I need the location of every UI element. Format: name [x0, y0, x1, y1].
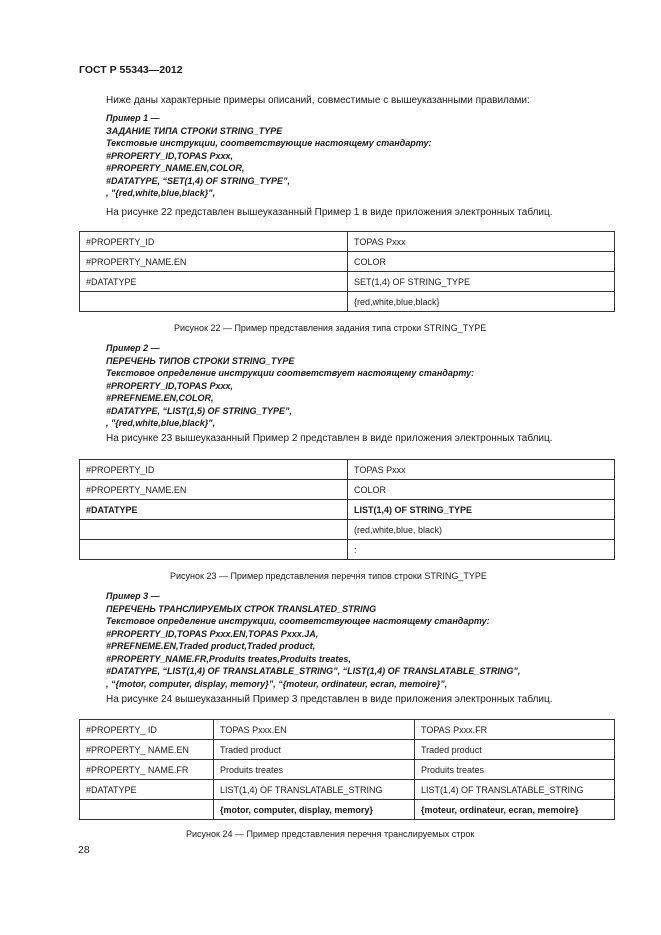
table-cell: #PROPERTY_ID: [80, 232, 348, 252]
example-2-code: [106, 342, 474, 430]
table-row: [80, 780, 615, 800]
table-cell: COLOR: [348, 252, 615, 272]
table-row: [80, 252, 615, 272]
document-header: ГОСТ Р 55343—2012: [79, 64, 183, 76]
example-1-after-text: На рисунке 22 представлен вышеуказанный Пример 1 в виде приложения электронных таблиц.: [106, 207, 553, 218]
table-cell: {motor, computer, display, memory}: [214, 800, 415, 820]
table-row: [80, 292, 615, 312]
example-line: #PREFNEME.EN,COLOR,: [106, 393, 214, 403]
table-cell: [80, 292, 348, 312]
table-cell: TOPAS Pxxx.FR: [415, 720, 615, 740]
table-cell: Produits treates: [214, 760, 415, 780]
figure-23-caption: Рисунок 23 — Пример представления перечня типов строки STRING_TYPE: [170, 571, 487, 581]
example-line: , "{red,white,blue,black}",: [106, 188, 216, 198]
table-cell: :: [348, 540, 615, 560]
example-line: Пример 2 —: [106, 343, 160, 353]
figure-22-table: [79, 231, 615, 312]
example-line: #DATATYPE, “LIST(1,5) OF STRING_TYPE”,: [106, 405, 293, 416]
table-cell: #PROPERTY_ID: [80, 460, 348, 480]
table-cell: #PROPERTY_ NAME.FR: [80, 760, 214, 780]
table-row: [80, 500, 615, 520]
example-line: #PROPERTY_ID,TOPAS Pxxx,: [106, 380, 234, 391]
example-1-code: [106, 112, 432, 200]
table-cell: #DATATYPE: [80, 780, 214, 800]
example-line: #PROPERTY_NAME.EN,COLOR,: [106, 163, 245, 173]
table-cell: Traded product: [214, 740, 415, 760]
table-row: [80, 520, 615, 540]
table-cell: #DATATYPE: [80, 500, 348, 520]
example-3-code: [106, 590, 520, 690]
table-cell: LIST(1,4) OF TRANSLATABLE_STRING: [415, 780, 615, 800]
table-row: [80, 232, 615, 252]
example-line: Текстовое определение инструкции, соответствующее настоящему стандарту:: [106, 616, 490, 626]
table-row: [80, 460, 615, 480]
example-line: Пример 1 —: [106, 113, 160, 123]
example-line: #DATATYPE, “SET(1,4) OF STRING_TYPE”,: [106, 175, 291, 186]
table-cell: [80, 520, 348, 540]
table-cell: {red,white,blue,black}: [348, 292, 615, 312]
table-row: [80, 720, 615, 740]
table-row: [80, 800, 615, 820]
example-line: #PROPERTY_ID,TOPAS Pxxx,: [106, 150, 234, 161]
table-cell: LIST(1,4) OF TRANSLATABLE_STRING: [214, 780, 415, 800]
example-line: ПЕРЕЧЕНЬ ТИПОВ СТРОКИ STRING_TYPE: [106, 355, 295, 366]
table-cell: #PROPERTY_NAME.EN: [80, 252, 348, 272]
table-cell: {moteur, ordinateur, ecran, memoire}: [415, 800, 615, 820]
example-line: #DATATYPE, “LIST(1,4) OF TRANSLATABLE_STRING”, “LIST(1,4) OF TRANSLATABLE_STRING”,: [106, 666, 521, 676]
example-line: ПЕРЕЧЕНЬ ТРАНСЛИРУЕМЫХ СТРОК TRANSLATED_STRING: [106, 603, 377, 614]
table-cell: #PROPERTY_ NAME.EN: [80, 740, 214, 760]
example-line: Текстовое определение инструкции соответствует настоящему стандарту:: [106, 368, 475, 378]
intro-paragraph: Ниже даны характерные примеры описаний, совместимые с вышеуказанными правилами:: [106, 95, 530, 106]
example-2-after-text: На рисунке 23 вышеуказанный Пример 2 представлен в виде приложения электронных таблиц.: [106, 433, 553, 444]
table-row: [80, 540, 615, 560]
figure-23-table: [79, 459, 615, 560]
figure-24-caption: Рисунок 24 — Пример представления перечня транслируемых строк: [186, 829, 475, 839]
example-line: , “{motor, computer, display, memory}”, “{moteur, ordinateur, ecran, memoire}”,: [106, 678, 448, 689]
table-cell: Produits treates: [415, 760, 615, 780]
table-cell: SET(1,4) OF STRING_TYPE: [348, 272, 615, 292]
example-line: #PREFNEME.EN,Traded product,Traded product,: [106, 641, 316, 651]
table-row: [80, 272, 615, 292]
table-row: [80, 760, 615, 780]
example-line: Текстовые инструкции, соответствующие настоящему стандарту:: [106, 138, 432, 148]
page-number: 28: [78, 844, 90, 856]
table-cell: TOPAS Pxxx: [348, 460, 615, 480]
table-cell: (red,white,blue, black): [348, 520, 615, 540]
table-cell: LIST(1,4) OF STRING_TYPE: [348, 500, 615, 520]
example-line: #PROPERTY_NAME.FR,Produits treates,Produits treates,: [106, 653, 351, 664]
table-row: [80, 740, 615, 760]
figure-22-caption: Рисунок 22 — Пример представления задания типа строки STRING_TYPE: [174, 323, 487, 333]
example-line: Пример 3 —: [106, 591, 160, 601]
table-cell: TOPAS Pxxx.EN: [214, 720, 415, 740]
table-cell: [80, 800, 214, 820]
example-line: ЗАДАНИЕ ТИПА СТРОКИ STRING_TYPE: [106, 125, 283, 136]
table-cell: #PROPERTY_ ID: [80, 720, 214, 740]
table-cell: #DATATYPE: [80, 272, 348, 292]
table-cell: TOPAS Pxxx: [348, 232, 615, 252]
table-cell: [80, 540, 348, 560]
example-line: #PROPERTY_ID,TOPAS Pxxx.EN,TOPAS Pxxx.JA,: [106, 628, 319, 639]
table-cell: COLOR: [348, 480, 615, 500]
example-line: , "{red,white,blue,black}",: [106, 418, 216, 428]
example-3-after-text: На рисунке 24 вышеуказанный Пример 3 представлен в виде приложения электронных таблиц.: [106, 694, 553, 705]
table-cell: Traded product: [415, 740, 615, 760]
table-row: [80, 480, 615, 500]
table-cell: #PROPERTY_NAME.EN: [80, 480, 348, 500]
figure-24-table: [79, 719, 615, 820]
